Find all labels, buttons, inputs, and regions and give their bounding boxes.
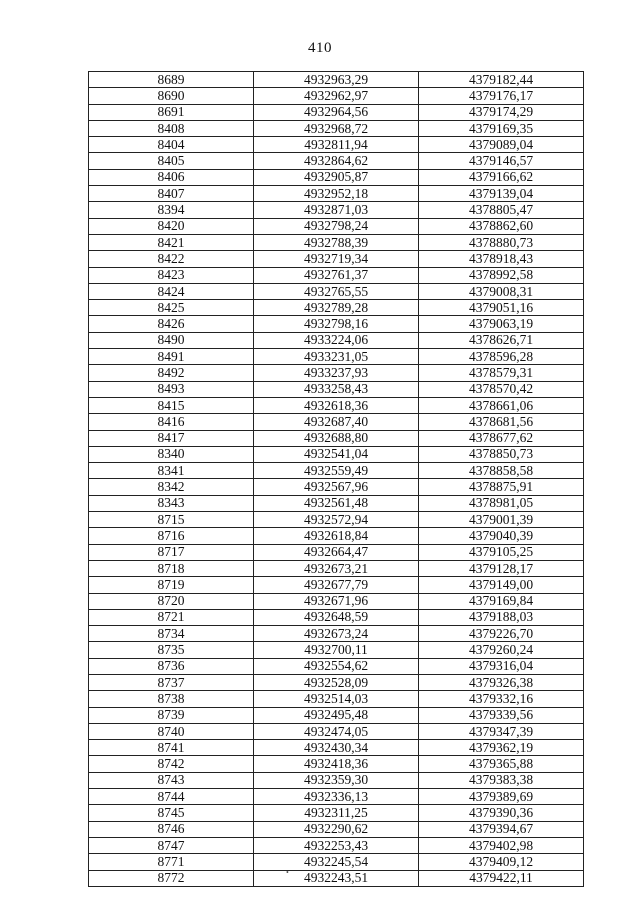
y-coordinate-cell: 4378677,62	[419, 430, 584, 446]
point-number-cell: 8408	[89, 120, 254, 136]
x-coordinate-cell: 4932671,96	[254, 593, 419, 609]
y-coordinate-cell: 4378579,31	[419, 365, 584, 381]
y-coordinate-cell: 4378661,06	[419, 397, 584, 413]
table-row	[89, 72, 584, 88]
y-coordinate-cell: 4379149,00	[419, 577, 584, 593]
point-number-cell: 8739	[89, 707, 254, 723]
x-coordinate-cell: 4932618,36	[254, 397, 419, 413]
table-row	[89, 332, 584, 348]
table-row	[89, 609, 584, 625]
x-coordinate-cell: 4932253,43	[254, 837, 419, 853]
y-coordinate-cell: 4379063,19	[419, 316, 584, 332]
y-coordinate-cell: 4378596,28	[419, 349, 584, 365]
y-coordinate-cell: 4378992,58	[419, 267, 584, 283]
point-number-cell: 8406	[89, 169, 254, 185]
table-row	[89, 300, 584, 316]
point-number-cell: 8771	[89, 854, 254, 870]
point-number-cell: 8490	[89, 332, 254, 348]
table-row	[89, 381, 584, 397]
table-row	[89, 446, 584, 462]
x-coordinate-cell: 4932567,96	[254, 479, 419, 495]
coordinates-table-body	[89, 72, 584, 887]
point-number-cell: 8737	[89, 674, 254, 690]
point-number-cell: 8422	[89, 251, 254, 267]
x-coordinate-cell: 4932798,24	[254, 218, 419, 234]
y-coordinate-cell: 4379008,31	[419, 283, 584, 299]
x-coordinate-cell: 4933224,06	[254, 332, 419, 348]
x-coordinate-cell: 4932554,62	[254, 658, 419, 674]
point-number-cell: 8423	[89, 267, 254, 283]
table-row	[89, 251, 584, 267]
y-coordinate-cell: 4378681,56	[419, 414, 584, 430]
y-coordinate-cell: 4378858,58	[419, 463, 584, 479]
point-number-cell: 8341	[89, 463, 254, 479]
x-coordinate-cell: 4932528,09	[254, 674, 419, 690]
x-coordinate-cell: 4932311,25	[254, 805, 419, 821]
x-coordinate-cell: 4932664,47	[254, 544, 419, 560]
y-coordinate-cell: 4378880,73	[419, 234, 584, 250]
x-coordinate-cell: 4932962,97	[254, 88, 419, 104]
table-row	[89, 626, 584, 642]
x-coordinate-cell: 4932290,62	[254, 821, 419, 837]
point-number-cell: 8742	[89, 756, 254, 772]
x-coordinate-cell: 4932648,59	[254, 609, 419, 625]
y-coordinate-cell: 4379040,39	[419, 528, 584, 544]
footer-dot-mark: •	[286, 868, 289, 877]
point-number-cell: 8747	[89, 837, 254, 853]
point-number-cell: 8745	[89, 805, 254, 821]
point-number-cell: 8717	[89, 544, 254, 560]
table-row	[89, 577, 584, 593]
y-coordinate-cell: 4379146,57	[419, 153, 584, 169]
table-row	[89, 756, 584, 772]
x-coordinate-cell: 4932789,28	[254, 300, 419, 316]
table-row	[89, 104, 584, 120]
table-row	[89, 658, 584, 674]
x-coordinate-cell: 4933258,43	[254, 381, 419, 397]
point-number-cell: 8394	[89, 202, 254, 218]
y-coordinate-cell: 4379409,12	[419, 854, 584, 870]
y-coordinate-cell: 4379169,84	[419, 593, 584, 609]
point-number-cell: 8772	[89, 870, 254, 886]
x-coordinate-cell: 4932968,72	[254, 120, 419, 136]
y-coordinate-cell: 4379390,36	[419, 805, 584, 821]
table-row	[89, 707, 584, 723]
x-coordinate-cell: 4932572,94	[254, 512, 419, 528]
table-row	[89, 674, 584, 690]
table-row	[89, 218, 584, 234]
y-coordinate-cell: 4379383,38	[419, 772, 584, 788]
page-number: 410	[308, 40, 332, 56]
y-coordinate-cell: 4378918,43	[419, 251, 584, 267]
y-coordinate-cell: 4378805,47	[419, 202, 584, 218]
x-coordinate-cell: 4932561,48	[254, 495, 419, 511]
x-coordinate-cell: 4933231,05	[254, 349, 419, 365]
x-coordinate-cell: 4932336,13	[254, 789, 419, 805]
y-coordinate-cell: 4378981,05	[419, 495, 584, 511]
table-row	[89, 772, 584, 788]
table-row	[89, 854, 584, 870]
point-number-cell: 8405	[89, 153, 254, 169]
y-coordinate-cell: 4379182,44	[419, 72, 584, 88]
point-number-cell: 8415	[89, 397, 254, 413]
x-coordinate-cell: 4932673,24	[254, 626, 419, 642]
x-coordinate-cell: 4932905,87	[254, 169, 419, 185]
point-number-cell: 8736	[89, 658, 254, 674]
y-coordinate-cell: 4379362,19	[419, 740, 584, 756]
x-coordinate-cell: 4932765,55	[254, 283, 419, 299]
x-coordinate-cell: 4932864,62	[254, 153, 419, 169]
y-coordinate-cell: 4378862,60	[419, 218, 584, 234]
x-coordinate-cell: 4932964,56	[254, 104, 419, 120]
table-row	[89, 479, 584, 495]
y-coordinate-cell: 4379332,16	[419, 691, 584, 707]
y-coordinate-cell: 4379326,38	[419, 674, 584, 690]
point-number-cell: 8493	[89, 381, 254, 397]
point-number-cell: 8424	[89, 283, 254, 299]
x-coordinate-cell: 4932359,30	[254, 772, 419, 788]
table-row	[89, 430, 584, 446]
table-row	[89, 267, 584, 283]
point-number-cell: 8740	[89, 723, 254, 739]
table-row	[89, 153, 584, 169]
y-coordinate-cell: 4379226,70	[419, 626, 584, 642]
coordinates-table-container	[88, 71, 583, 887]
y-coordinate-cell: 4379188,03	[419, 609, 584, 625]
point-number-cell: 8689	[89, 72, 254, 88]
point-number-cell: 8407	[89, 186, 254, 202]
x-coordinate-cell: 4932788,39	[254, 234, 419, 250]
table-row	[89, 544, 584, 560]
y-coordinate-cell: 4379139,04	[419, 186, 584, 202]
x-coordinate-cell: 4932687,40	[254, 414, 419, 430]
point-number-cell: 8342	[89, 479, 254, 495]
y-coordinate-cell: 4379389,69	[419, 789, 584, 805]
y-coordinate-cell: 4379316,04	[419, 658, 584, 674]
x-coordinate-cell: 4932719,34	[254, 251, 419, 267]
point-number-cell: 8404	[89, 137, 254, 153]
table-row	[89, 316, 584, 332]
point-number-cell: 8420	[89, 218, 254, 234]
y-coordinate-cell: 4379339,56	[419, 707, 584, 723]
x-coordinate-cell: 4932688,80	[254, 430, 419, 446]
point-number-cell: 8721	[89, 609, 254, 625]
x-coordinate-cell: 4932243,51	[254, 870, 419, 886]
point-number-cell: 8744	[89, 789, 254, 805]
y-coordinate-cell: 4379128,17	[419, 560, 584, 576]
point-number-cell: 8690	[89, 88, 254, 104]
table-row	[89, 870, 584, 886]
y-coordinate-cell: 4379176,17	[419, 88, 584, 104]
y-coordinate-cell: 4378570,42	[419, 381, 584, 397]
x-coordinate-cell: 4932677,79	[254, 577, 419, 593]
y-coordinate-cell: 4379166,62	[419, 169, 584, 185]
table-row	[89, 593, 584, 609]
point-number-cell: 8716	[89, 528, 254, 544]
table-row	[89, 349, 584, 365]
point-number-cell: 8741	[89, 740, 254, 756]
y-coordinate-cell: 4379394,67	[419, 821, 584, 837]
table-row	[89, 414, 584, 430]
x-coordinate-cell: 4932700,11	[254, 642, 419, 658]
y-coordinate-cell: 4379260,24	[419, 642, 584, 658]
y-coordinate-cell: 4379001,39	[419, 512, 584, 528]
table-row	[89, 740, 584, 756]
x-coordinate-cell: 4932618,84	[254, 528, 419, 544]
y-coordinate-cell: 4379402,98	[419, 837, 584, 853]
table-row	[89, 528, 584, 544]
point-number-cell: 8743	[89, 772, 254, 788]
y-coordinate-cell: 4379051,16	[419, 300, 584, 316]
x-coordinate-cell: 4932963,29	[254, 72, 419, 88]
table-row	[89, 512, 584, 528]
x-coordinate-cell: 4932245,54	[254, 854, 419, 870]
table-row	[89, 234, 584, 250]
table-row	[89, 120, 584, 136]
x-coordinate-cell: 4932811,94	[254, 137, 419, 153]
point-number-cell: 8720	[89, 593, 254, 609]
x-coordinate-cell: 4932761,37	[254, 267, 419, 283]
table-row	[89, 642, 584, 658]
table-row	[89, 837, 584, 853]
table-row	[89, 365, 584, 381]
point-number-cell: 8416	[89, 414, 254, 430]
point-number-cell: 8691	[89, 104, 254, 120]
table-row	[89, 397, 584, 413]
x-coordinate-cell: 4932798,16	[254, 316, 419, 332]
point-number-cell: 8340	[89, 446, 254, 462]
x-coordinate-cell: 4932474,05	[254, 723, 419, 739]
point-number-cell: 8426	[89, 316, 254, 332]
point-number-cell: 8417	[89, 430, 254, 446]
x-coordinate-cell: 4932418,36	[254, 756, 419, 772]
point-number-cell: 8718	[89, 560, 254, 576]
x-coordinate-cell: 4932495,48	[254, 707, 419, 723]
point-number-cell: 8735	[89, 642, 254, 658]
point-number-cell: 8719	[89, 577, 254, 593]
x-coordinate-cell: 4932559,49	[254, 463, 419, 479]
y-coordinate-cell: 4379422,11	[419, 870, 584, 886]
point-number-cell: 8491	[89, 349, 254, 365]
y-coordinate-cell: 4379105,25	[419, 544, 584, 560]
x-coordinate-cell: 4932541,04	[254, 446, 419, 462]
y-coordinate-cell: 4379365,88	[419, 756, 584, 772]
point-number-cell: 8421	[89, 234, 254, 250]
table-row	[89, 789, 584, 805]
table-row	[89, 186, 584, 202]
table-row	[89, 169, 584, 185]
x-coordinate-cell: 4932871,03	[254, 202, 419, 218]
table-row	[89, 495, 584, 511]
x-coordinate-cell: 4932514,03	[254, 691, 419, 707]
y-coordinate-cell: 4379347,39	[419, 723, 584, 739]
y-coordinate-cell: 4378626,71	[419, 332, 584, 348]
x-coordinate-cell: 4932673,21	[254, 560, 419, 576]
x-coordinate-cell: 4933237,93	[254, 365, 419, 381]
point-number-cell: 8738	[89, 691, 254, 707]
table-row	[89, 283, 584, 299]
point-number-cell: 8425	[89, 300, 254, 316]
table-row	[89, 691, 584, 707]
y-coordinate-cell: 4379089,04	[419, 137, 584, 153]
y-coordinate-cell: 4378875,91	[419, 479, 584, 495]
y-coordinate-cell: 4379169,35	[419, 120, 584, 136]
point-number-cell: 8746	[89, 821, 254, 837]
table-row	[89, 88, 584, 104]
table-row	[89, 463, 584, 479]
table-row	[89, 137, 584, 153]
table-row	[89, 723, 584, 739]
coordinates-table	[88, 71, 584, 887]
x-coordinate-cell: 4932952,18	[254, 186, 419, 202]
table-row	[89, 805, 584, 821]
point-number-cell: 8715	[89, 512, 254, 528]
y-coordinate-cell: 4379174,29	[419, 104, 584, 120]
point-number-cell: 8343	[89, 495, 254, 511]
point-number-cell: 8492	[89, 365, 254, 381]
x-coordinate-cell: 4932430,34	[254, 740, 419, 756]
table-row	[89, 821, 584, 837]
point-number-cell: 8734	[89, 626, 254, 642]
y-coordinate-cell: 4378850,73	[419, 446, 584, 462]
table-row	[89, 202, 584, 218]
table-row	[89, 560, 584, 576]
